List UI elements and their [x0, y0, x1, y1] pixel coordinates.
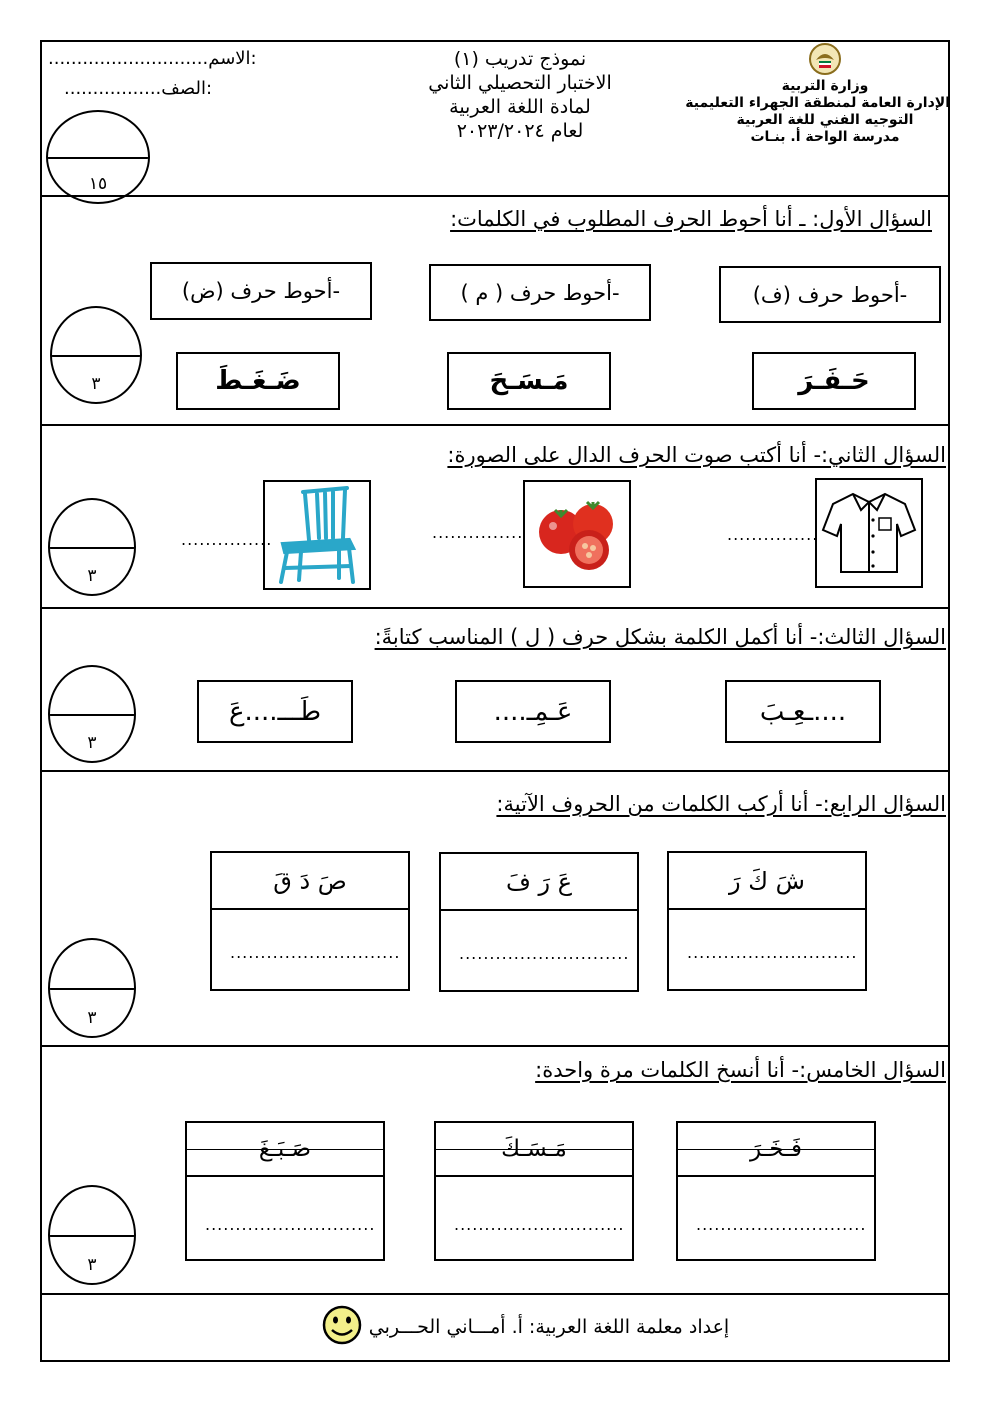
class-field[interactable] [64, 78, 212, 99]
q4-letters: شَ كَ رَ [729, 866, 805, 895]
q5-copy-box [185, 1121, 385, 1261]
q3-word-box[interactable]: ....ـعِـبَ [725, 680, 881, 743]
q1-prompt: -أحوط حرف ( م ) [429, 264, 651, 321]
q4-letters-box [667, 851, 867, 991]
q3-word-box[interactable]: طَـــ....عَ [197, 680, 353, 743]
q5-score-circle [48, 1185, 136, 1285]
section-divider [40, 424, 950, 426]
q4-score: ٣ [87, 1008, 97, 1028]
q4-letters: صَ دَ قَ [273, 866, 347, 895]
q5-answer-dots[interactable]: ............................ [205, 1215, 376, 1234]
section-divider [40, 1293, 950, 1295]
exam-title-line3: لمادة اللغة العربية [449, 96, 591, 118]
q1-word-box[interactable]: مَـسَـحَ [447, 352, 611, 410]
name-field[interactable] [48, 48, 257, 69]
smiley-icon [321, 1304, 363, 1350]
q2-score-circle [48, 498, 136, 596]
q4-title: السؤال الرابع:- أنا أركب الكلمات من الحروف الآتية: [496, 792, 946, 816]
q4-letters-box [210, 851, 410, 991]
q2-score: ٣ [87, 566, 97, 586]
q5-word: فَـخَـرَ [749, 1136, 802, 1162]
chair-icon [265, 482, 369, 588]
name-dots: ............................ [48, 48, 209, 69]
exam-title-line1: نموذج تدريب (١) [453, 48, 587, 70]
q1-word-box[interactable]: حَـفَـرَ [752, 352, 916, 410]
q1-prompt: -أحوط حرف (ض) [150, 262, 372, 320]
q5-title: السؤال الخامس:- أنا أنسخ الكلمات مرة واحدة: [535, 1058, 946, 1082]
chair-picture [263, 480, 371, 590]
total-score: ١٥ [88, 174, 108, 194]
exam-title-line2: الاختبار التحصيلي الثاني [428, 72, 612, 94]
footer [305, 1305, 745, 1349]
ministry-line3: التوجيه الفني للغة العربية [736, 112, 914, 128]
q5-word: مَـسَـكَ [501, 1136, 567, 1162]
q2-answer-dots[interactable]: ............... [727, 525, 819, 544]
tomato-icon [525, 482, 629, 586]
q1-prompt: -أحوط حرف (ف) [719, 266, 941, 323]
class-label: الصف: [161, 78, 213, 99]
ministry-line1: وزارة التربية [781, 78, 869, 94]
q4-answer-dots[interactable]: ............................ [687, 943, 858, 962]
q5-score: ٣ [87, 1255, 97, 1275]
q2-answer-dots[interactable]: ............... [432, 523, 524, 542]
q4-answer-dots[interactable]: ............................ [459, 944, 630, 963]
q1-title: السؤال الأول: ـ أنا أحوط الحرف المطلوب في الكلمات: [450, 207, 932, 231]
tomato-picture [523, 480, 631, 588]
ministry-line4: مدرسة الواحة أ. بنـات [750, 129, 900, 145]
q3-score: ٣ [87, 733, 97, 753]
section-divider [40, 770, 950, 772]
q3-word-box[interactable]: عَـمِـ.... [455, 680, 611, 743]
q2-title: السؤال الثاني:- أنا أكتب صوت الحرف الدال على الصورة: [447, 443, 946, 467]
section-divider [40, 195, 950, 197]
q1-word-box[interactable]: ضَـغَـطَ [176, 352, 340, 410]
q1-score-circle [50, 306, 142, 404]
q5-copy-box [676, 1121, 876, 1261]
q3-title: السؤال الثالث:- أنا أكمل الكلمة بشكل حرف ( ل ) المناسب كتابةً: [374, 625, 946, 649]
q4-letters: عَ رَ فَ [505, 867, 573, 896]
exam-title-line4: لعام ٢٠٢٣/٢٠٢٤ [456, 120, 584, 142]
section-divider [40, 607, 950, 609]
q5-answer-dots[interactable]: ............................ [696, 1215, 867, 1234]
name-label: الاسم: [208, 48, 257, 69]
shirt-icon [817, 480, 921, 586]
ministry-line2: الإدارة العامة لمنطقة الجهراء التعليمية [685, 95, 950, 111]
q5-word: صَـبَـغَ [258, 1136, 312, 1162]
q5-answer-dots[interactable]: ............................ [454, 1215, 625, 1234]
q3-score-circle [48, 665, 136, 763]
ministry-block [685, 42, 950, 145]
q1-score: ٣ [91, 374, 101, 394]
q4-letters-box [439, 852, 639, 992]
class-dots: ................. [64, 78, 162, 99]
shirt-picture [815, 478, 923, 588]
q5-copy-box [434, 1121, 634, 1261]
kuwait-emblem-icon [700, 42, 950, 78]
q4-answer-dots[interactable]: ............................ [230, 943, 401, 962]
total-score-circle [46, 110, 150, 204]
section-divider [40, 1045, 950, 1047]
footer-text: إعداد معلمة اللغة العربية: أ. أمـــاني الحـــربي [368, 1316, 730, 1338]
q2-answer-dots[interactable]: ............... [181, 530, 273, 549]
exam-title-block [400, 48, 640, 142]
q4-score-circle [48, 938, 136, 1038]
